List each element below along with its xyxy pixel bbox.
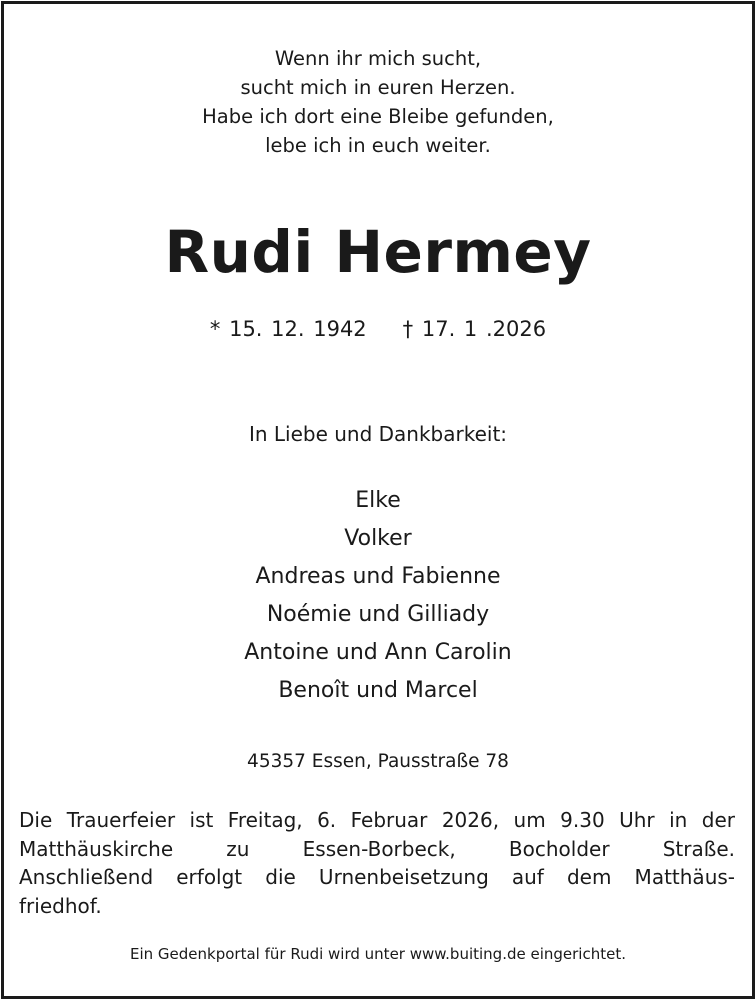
- mourner: Volker: [344, 526, 412, 551]
- funeral-notice-line: Matthäuskirche zu Essen-Borbeck, Bocholder Straße.: [19, 836, 735, 861]
- mourner: Noémie und Gilliady: [266, 602, 490, 627]
- poem: [0, 44, 756, 160]
- mourner: Elke: [355, 488, 401, 513]
- poem-line: sucht mich in euren Herzen.: [240, 76, 516, 99]
- death-date: † 17. 1 .2026: [402, 317, 547, 341]
- life-dates: [0, 311, 756, 347]
- funeral-notice-line: friedhof.: [19, 893, 102, 918]
- mourner: Benoît und Marcel: [278, 678, 478, 703]
- mourner: Antoine und Ann Carolin: [244, 640, 512, 665]
- mourner: Andreas und Fabienne: [255, 564, 501, 589]
- funeral-notice: [19, 806, 735, 920]
- thanks-heading: In Liebe und Dankbarkeit:: [248, 422, 508, 446]
- poem-line: Habe ich dort eine Bleibe gefunden,: [202, 105, 554, 128]
- funeral-notice-line: Die Trauerfeier ist Freitag, 6. Februar 2026, um 9.30 Uhr in der: [19, 808, 735, 832]
- poem-line: Wenn ihr mich sucht,: [274, 47, 482, 70]
- poem-line: lebe ich in euch weiter.: [265, 134, 491, 157]
- mourners-list: [0, 482, 756, 710]
- funeral-notice-line: Anschließend erfolgt die Urnenbeisetzung auf dem Matthäus-: [19, 865, 735, 889]
- birth-date: * 15. 12. 1942: [209, 317, 367, 341]
- address: 45357 Essen, Pausstraße 78: [247, 751, 509, 772]
- deceased-name: Rudi Hermey: [164, 218, 592, 286]
- memorial-portal-note: Ein Gedenkportal für Rudi wird unter www.buiting.de eingerichtet.: [130, 945, 626, 963]
